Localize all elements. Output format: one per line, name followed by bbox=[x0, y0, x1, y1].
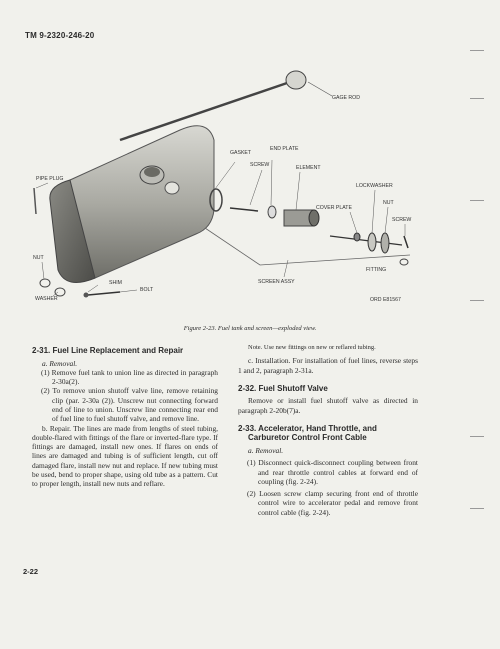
label-screw-right: SCREW bbox=[392, 217, 412, 223]
label-shim: SHIM bbox=[109, 280, 122, 286]
para-2-33-a: a. Removal. bbox=[248, 445, 284, 455]
label-screw: SCREW bbox=[250, 162, 270, 168]
margin-mark bbox=[470, 436, 484, 437]
margin-mark bbox=[470, 508, 484, 509]
page-number: 2-22 bbox=[23, 567, 39, 576]
label-pipe-plug: PIPE PLUG bbox=[36, 176, 64, 182]
para-a1: (1) Remove fuel tank to union line as directed in paragraph 2-30a(2). bbox=[41, 367, 218, 387]
margin-mark bbox=[470, 300, 484, 301]
margin-mark bbox=[470, 98, 484, 99]
para-a2: (2) To remove union shutoff valve line, remove retaining clip (par. 2-30a (2)). Unscrew nut connecting forward end of line to union. Unscrew line connecting rear end of fuel line to fuel shutoff valve, and remove line. bbox=[41, 386, 218, 424]
fuel-tank-illustration bbox=[0, 0, 500, 320]
page-header: TM 9-2320-246-20 bbox=[25, 31, 95, 40]
right-column bbox=[238, 343, 418, 517]
para-2-32: Remove or install fuel shutoff valve as directed in paragraph 2-20b(7)a. bbox=[238, 396, 418, 415]
label-lockwasher: LOCKWASHER bbox=[356, 183, 393, 189]
margin-mark bbox=[470, 200, 484, 201]
label-screen-assy: SCREEN ASSY bbox=[258, 279, 295, 285]
label-bolt: BOLT bbox=[140, 287, 154, 293]
note: Note. Use new fittings on new or reflared tubing. bbox=[248, 344, 376, 351]
label-end-plate: END PLATE bbox=[270, 146, 299, 152]
label-nut-right: NUT bbox=[383, 200, 394, 206]
figure-caption: Figure 2-23. Fuel tank and screen—exploded view. bbox=[183, 325, 317, 332]
margin-mark bbox=[470, 50, 484, 51]
label-fitting: FITTING bbox=[366, 267, 387, 273]
para-2-33-a2: (2) Loosen screw clamp securing front end of throttle control wire to accelerator pedal and remove front control cable (fig. 2-24). bbox=[247, 489, 418, 517]
label-element: ELEMENT bbox=[296, 165, 321, 171]
heading-2-32: 2-32. Fuel Shutoff Valve bbox=[238, 383, 328, 393]
para-a-removal: a. Removal. bbox=[42, 358, 78, 368]
para-b-repair: b. Repair. The lines are made from lengths of steel tubing, double-flared with fittings of the flare or inverted-flare type. If fittings are damaged, install new ones. If flares on ends of lines are damaged and tubing is of sufficient length, cut off damaged flare, install new nut and replace. If new tubing must be used, bend to proper shape, using old tube as a pattern. Cut to proper length, install new nuts and reflare. bbox=[32, 423, 218, 489]
label-cover-plate: COVER PLATE bbox=[316, 205, 352, 211]
label-nut-left: NUT bbox=[33, 255, 44, 261]
label-ord-number: ORD E81567 bbox=[370, 297, 401, 303]
para-c-installation: c. Installation. For installation of fuel lines, reverse steps 1 and 2, paragraph 2-31a. bbox=[238, 356, 418, 375]
label-gage-rod: GAGE ROD bbox=[332, 95, 360, 101]
label-gasket: GASKET bbox=[230, 150, 252, 156]
para-2-33-a1: (1) Disconnect quick-disconnect coupling between front and rear throttle control cables at forward end of coupling (fig. 2-24). bbox=[247, 458, 418, 486]
label-washer: WASHER bbox=[35, 296, 58, 302]
left-column bbox=[32, 346, 218, 489]
heading-2-33: 2-33. Accelerator, Hand Throttle, and Carburetor Control Front Cable bbox=[238, 423, 377, 443]
heading-2-31: 2-31. Fuel Line Replacement and Repair bbox=[32, 346, 184, 355]
